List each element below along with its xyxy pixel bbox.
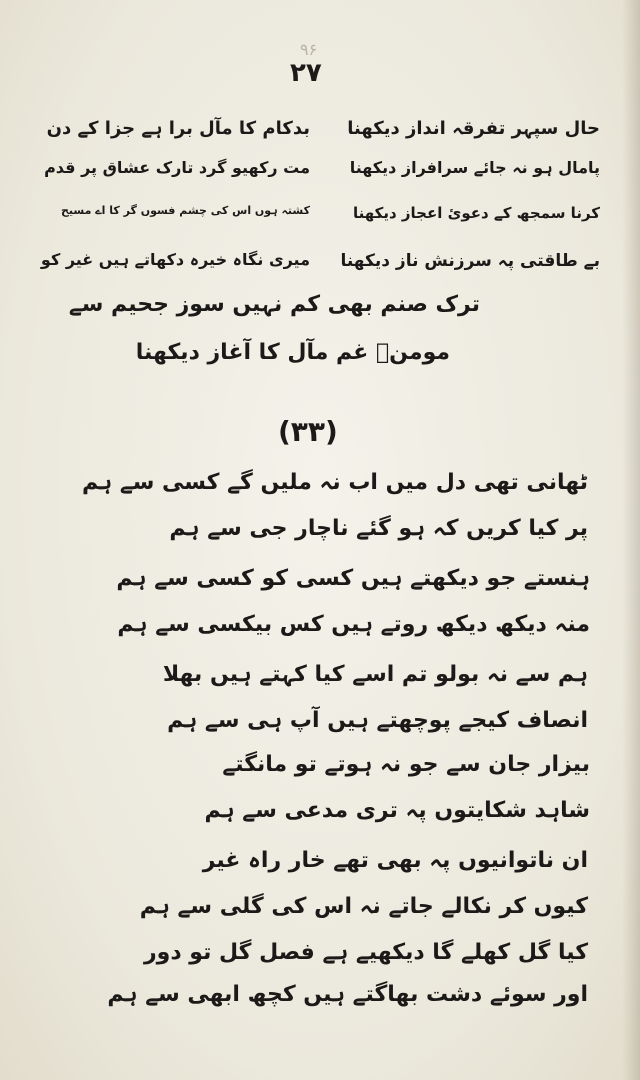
ghazal-line-12: اور سوئے دشت بھاگتے ہیں کچھ ابھی سے ہم [107,982,588,1007]
ghazal-line-10: کیوں کر نکالے جاتے نہ اس کی گلی سے ہم [139,894,588,919]
ghazal-line-11: کیا گل کھلے گا دیکھیے ہے فصل گل تو دور [144,940,588,965]
ghazal-number: (۳۳) [278,415,338,448]
ghazal-line-8: شاہد شکایتوں پہ تری مدعی سے ہم [204,798,590,823]
ghazal-line-9: ان ناتوانیوں پہ بھی تھے خار راہ غیر [202,848,588,873]
couplet-4-right: میری نگاہ خیرہ دکھاتے ہیں غیر کو [40,250,310,269]
ghazal-line-7: بیزار جان سے جو نہ ہوتے تو مانگتے [222,752,590,777]
page-edge-shadow [622,0,640,1080]
ghazal-line-5: ہم سے نہ بولو تم اسے کیا کہتے ہیں بھلا [162,662,588,687]
couplet-2-right: مت رکھیو گرد تارک عشاق پر قدم [44,158,310,177]
bleed-through-page-number: ۹۶ [300,40,318,59]
couplet-1-right: بدکام کا مآل برا ہے جزا کے دن [46,118,310,139]
ghazal-line-4: منہ دیکھ دیکھ روتے ہیں کس بیکسی سے ہم [117,612,590,637]
couplet-1-left: حال سپہر تفرقہ انداز دیکھنا [347,118,600,139]
couplet-4-left: بے طاقتی پہ سرزنش ناز دیکھنا [340,251,600,271]
final-couplet-line-1: ترک صنم بھی کم نہیں سوز جحیم سے [68,292,480,317]
couplet-3-left: کرنا سمجھ کے دعوئ اعجاز دیکھنا [352,204,600,222]
couplet-2-left: پامال ہو نہ جائے سرافراز دیکھنا [349,158,600,177]
ghazal-line-1: ٹھانی تھی دل میں اب نہ ملیں گے کسی سے ہم [82,470,588,495]
final-couplet-line-2: مومنؔ غم مآل کا آغاز دیکھنا [135,340,450,365]
ghazal-line-6: انصاف کیجے پوچھتے ہیں آپ ہی سے ہم [167,708,588,733]
ghazal-line-3: ہنستے جو دیکھتے ہیں کسی کو کسی سے ہم [116,566,590,591]
ghazal-line-2: پر کیا کریں کہ ہو گئے ناچار جی سے ہم [169,516,588,541]
couplet-3-right: کشتہ ہوں اس کی چشم فسوں گر کا اے مسیح [60,204,310,217]
page-number: ۲۷ [290,58,322,88]
